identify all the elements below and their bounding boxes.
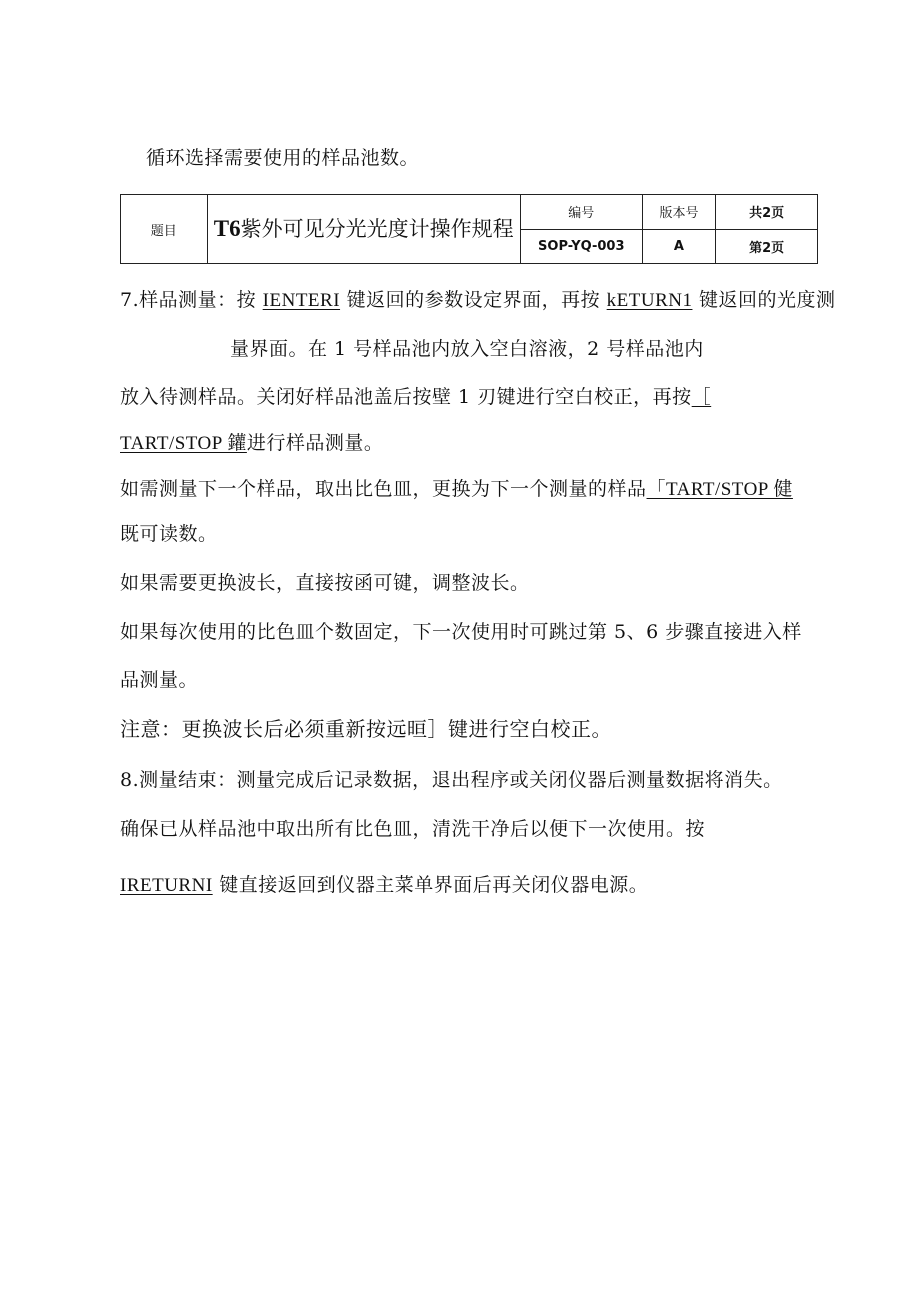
fixed-cuvette-line1: 如果每次使用的比色皿个数固定，下一次使用时可跳过第 5、6 步骤直接进入样	[120, 621, 802, 643]
number-value-cell: SOP-YQ-003	[520, 229, 642, 264]
step7-text-b: 键返回的参数设定界面，再按	[340, 289, 607, 311]
step7-line2: 量界面。在 1 号样品池内放入空白溶液，2 号样品池内	[230, 338, 704, 360]
step8-line3	[120, 870, 648, 897]
step7-line3	[120, 382, 711, 409]
wavelength-paragraph: 如果需要更换波长，直接按函可键，调整波长。	[120, 572, 530, 594]
total-pages-cell: 共2页	[716, 195, 818, 230]
step7-line1	[120, 285, 836, 312]
step8-text-b: 键直接返回到仪器主菜单界面后再关闭仪器电源。	[212, 874, 649, 896]
note-line: 注意：更换波长后必须重新按远晅］键进行空白校正。	[120, 717, 612, 741]
return-key-ref-2: IRETURNI	[120, 875, 213, 896]
next-sample-line1	[120, 474, 793, 501]
start-key-ref-open: ［	[691, 387, 712, 408]
page-value-cell: 第2页	[716, 229, 818, 264]
number-label-cell: 编号	[520, 195, 642, 230]
next-sample-line2: 既可读数。	[120, 523, 218, 545]
title-label-cell: 题目	[121, 195, 208, 264]
intro-line: 循环选择需要使用的样品池数。	[146, 147, 420, 169]
next-sample-text: 如需测量下一个样品，取出比色皿，更换为下一个测量的样品	[120, 478, 647, 500]
step8-line2: 确保已从样品池中取出所有比色皿，清洗干净后以便下一次使用。按	[120, 818, 706, 840]
version-value-cell: A	[642, 229, 716, 264]
return-key-ref: kETURN1	[606, 290, 693, 311]
step7-text-c: 键返回的光度测	[692, 289, 836, 311]
title-code: T6	[213, 216, 241, 241]
enter-key-ref: IENTERI	[262, 290, 341, 311]
document-header-table	[120, 194, 818, 264]
step8-line1: 8.测量结束：测量完成后记录数据，退出程序或关闭仪器后测量数据将消失。	[120, 769, 783, 791]
step7-line4	[120, 428, 383, 455]
step7-text-a: 7.样品测量：按	[120, 289, 263, 311]
fixed-cuvette-line2: 品测量。	[120, 669, 199, 691]
start-stop-key-ref: TART/STOP 鑵	[120, 433, 247, 454]
document-title-cell	[207, 195, 520, 264]
version-label-cell: 版本号	[642, 195, 716, 230]
step7-text-d: 放入待测样品。关闭好样品池盖后按壁 1 刃键进行空白校正，再按	[120, 386, 692, 408]
title-text: 紫外可见分光光度计操作规程	[240, 217, 514, 241]
start-stop-key-ref-2: 「TART/STOP 健	[646, 479, 793, 500]
step7-text-e: 进行样品测量。	[246, 432, 384, 454]
